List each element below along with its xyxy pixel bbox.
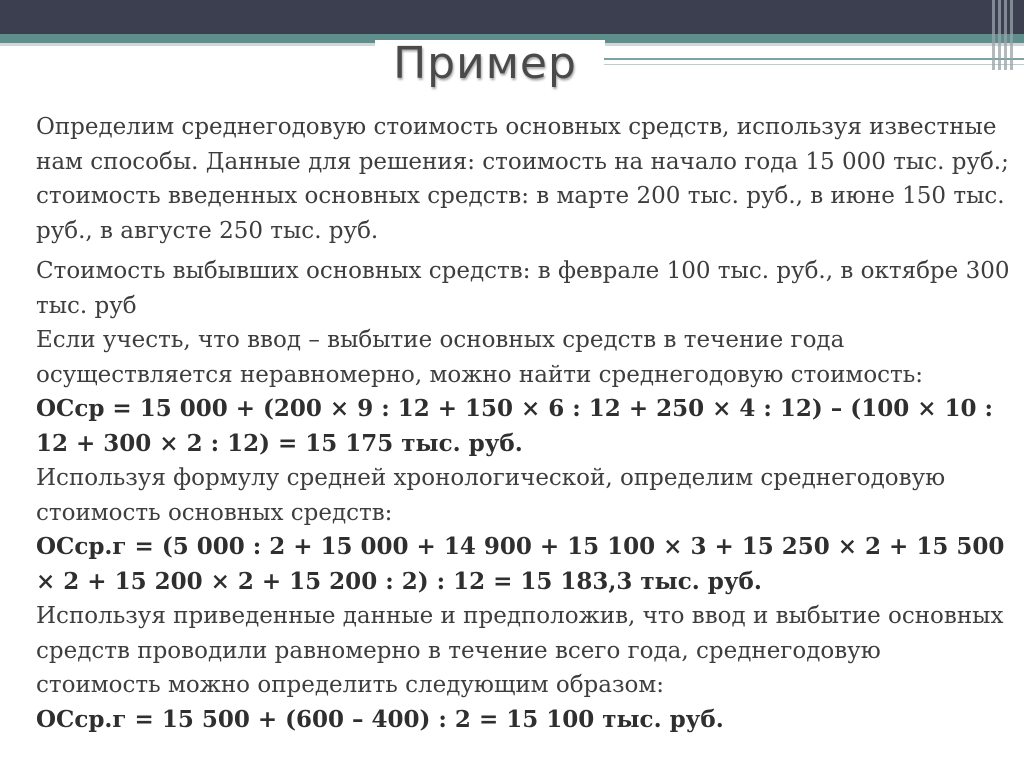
paragraph-chronological-method: Используя формулу средней хронологической, определим среднегодовую стоимость основных средств: bbox=[36, 465, 946, 526]
slide-body bbox=[36, 110, 1011, 737]
formula-even: ОСср.г = 15 500 + (600 – 400) : 2 = 15 100 тыс. руб. bbox=[36, 705, 724, 733]
formula-uneven: ОСср = 15 000 + (200 × 9 : 12 + 150 × 6 : 12 + 250 × 4 : 12) – (100 × 10 : 12 + 300 × 2 : 12) = 15 175 тыс. руб. bbox=[36, 395, 993, 457]
header-band bbox=[0, 0, 1024, 34]
paragraph-even-method: Используя приведенные данные и предположив, что ввод и выбытие основных средств проводили равномерно в течение всего года, среднегодовую стоимость можно определить следующим образом: bbox=[36, 603, 1004, 698]
vertical-bar bbox=[992, 0, 995, 70]
vertical-bar bbox=[998, 0, 1001, 70]
slide-title: Пример bbox=[393, 38, 577, 89]
vertical-bar bbox=[1004, 0, 1007, 70]
decorative-vertical-bars bbox=[992, 0, 1016, 70]
paragraph-uneven-method: Если учесть, что ввод – выбытие основных средств в течение года осуществляется неравномерно, можно найти среднегодовую стоимость: bbox=[36, 327, 924, 388]
vertical-bar bbox=[1010, 0, 1013, 70]
formula-chronological: ОСср.г = (5 000 : 2 + 15 000 + 14 900 + 15 100 × 3 + 15 250 × 2 + 15 500 × 2 + 15 200 × 2 + 15 200 : 2) : 12 = 15 183,3 тыс. руб. bbox=[36, 533, 1005, 595]
paragraph-given-data: Определим среднегодовую стоимость основных средств, используя известные нам способы. Данные для решения: стоимость на начало года 15 000 тыс. руб.; стоимость введенных основных средств: в марте 200 тыс. руб., в июне 150 тыс. руб., в августе 250 тыс. руб. bbox=[36, 114, 1009, 244]
paragraph-disposed-assets: Стоимость выбывших основных средств: в феврале 100 тыс. руб., в октябре 300 тыс. руб bbox=[36, 258, 1010, 319]
